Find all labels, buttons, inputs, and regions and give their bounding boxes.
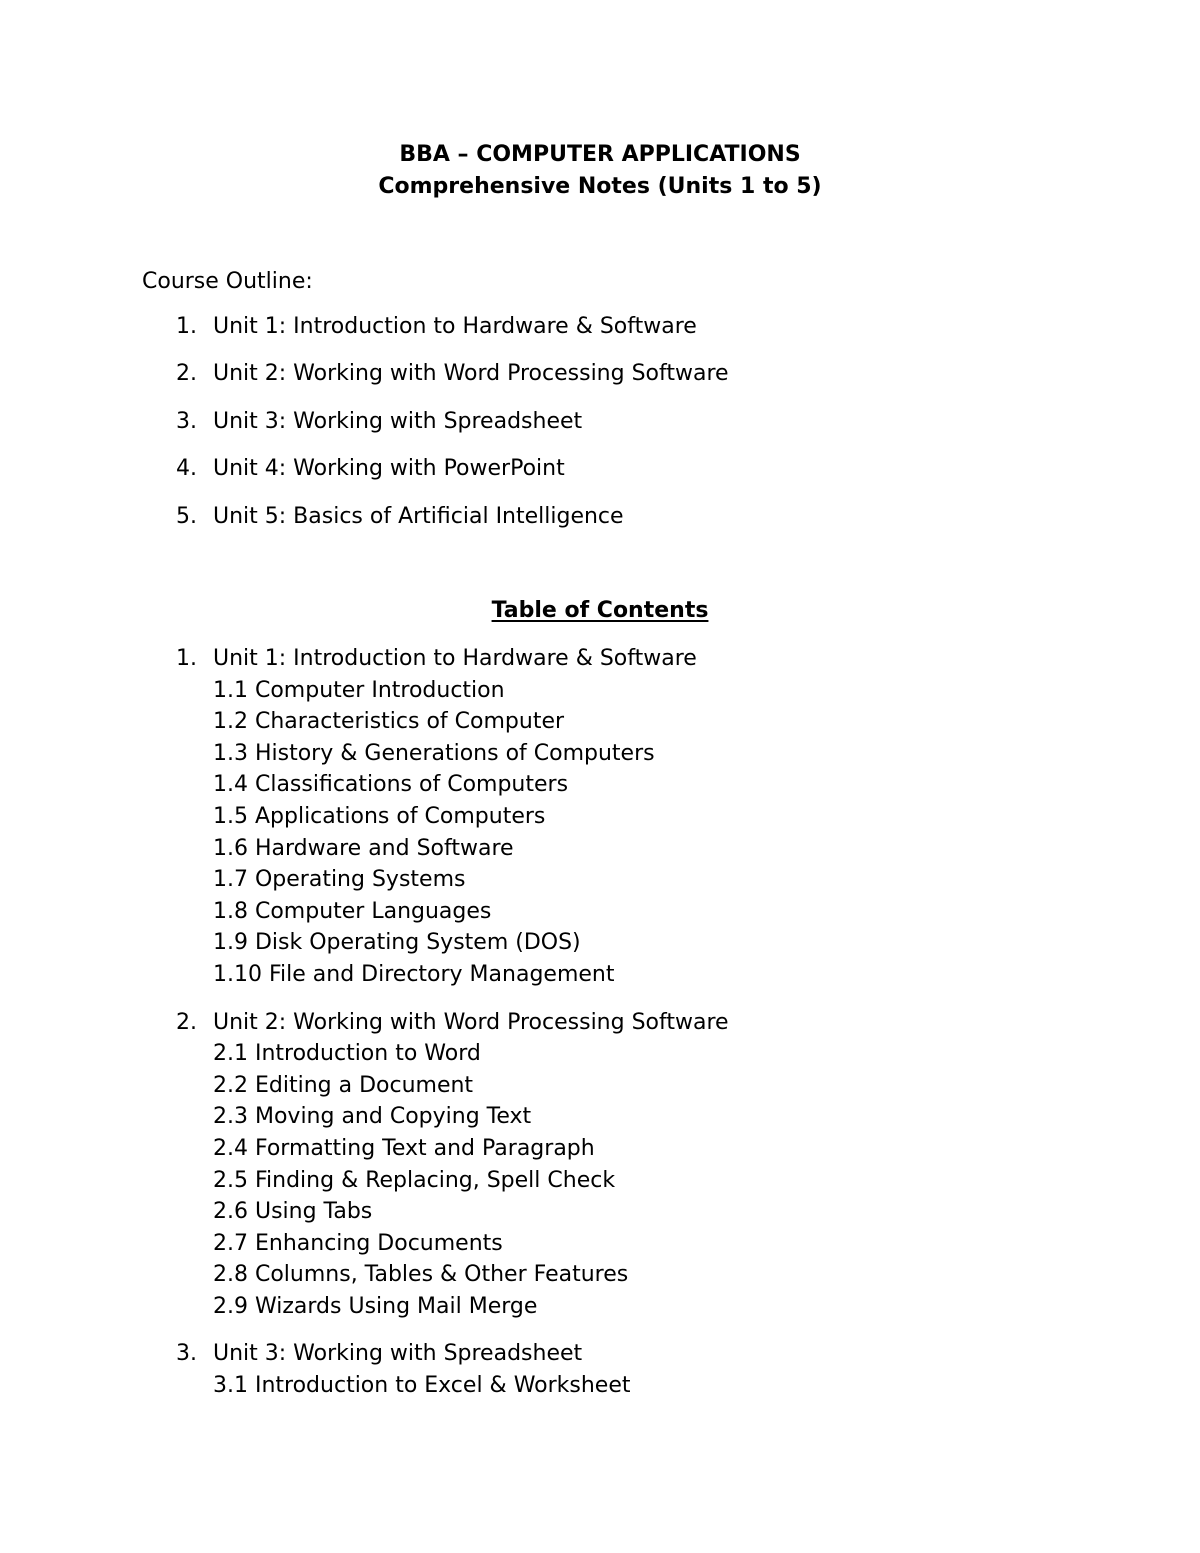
- outline-item-text: Unit 1: Introduction to Hardware & Software: [213, 314, 697, 339]
- outline-item-number: 1.: [176, 314, 197, 339]
- toc-subsection: 1.6 Hardware and Software: [213, 835, 514, 861]
- toc-unit-number: 1.: [176, 646, 197, 671]
- toc-subsection-list: [142, 1039, 1142, 1323]
- toc-unit-2: [142, 1008, 1142, 1324]
- outline-item-text: Unit 3: Working with Spreadsheet: [213, 408, 583, 434]
- toc-subsection: 2.9 Wizards Using Mail Merge: [213, 1293, 538, 1319]
- toc-subsection: 1.7 Operating Systems: [213, 867, 466, 893]
- toc-heading-text: Table of Contents: [491, 598, 709, 623]
- toc-subsection: 2.8 Columns, Tables & Other Features: [213, 1262, 629, 1288]
- document-subtitle: Comprehensive Notes (Units 1 to 5): [378, 174, 822, 199]
- toc-subsection: 3.1 Introduction to Excel & Worksheet: [213, 1373, 631, 1399]
- toc-unit-heading: [142, 1339, 1142, 1371]
- toc-subsection: 1.10 File and Directory Management: [213, 961, 615, 987]
- toc-subsection: 2.7 Enhancing Documents: [213, 1230, 503, 1256]
- outline-item-number: 2.: [176, 361, 197, 387]
- toc-subsection: 1.2 Characteristics of Computer: [213, 709, 565, 735]
- toc-subsection: 1.1 Computer Introduction: [213, 677, 505, 703]
- outline-item-number: 4.: [176, 456, 197, 482]
- document-title: BBA – COMPUTER APPLICATIONS: [399, 142, 801, 167]
- outline-item-number: 5.: [176, 503, 197, 529]
- toc-subsection: 2.3 Moving and Copying Text: [213, 1104, 532, 1130]
- course-outline-label: Course Outline:: [142, 269, 313, 294]
- outline-item-text: Unit 5: Basics of Artificial Intelligence: [213, 503, 624, 529]
- toc-subsection: 2.2 Editing a Document: [213, 1072, 474, 1098]
- toc-subsection: 1.9 Disk Operating System (DOS): [213, 930, 581, 956]
- outline-item-number: 3.: [176, 408, 197, 434]
- toc-subsection: 1.5 Applications of Computers: [213, 803, 546, 829]
- toc-subsection: 1.3 History & Generations of Computers: [213, 740, 655, 766]
- table-of-contents-heading: [0, 596, 1200, 626]
- toc-unit-1: [142, 644, 1142, 992]
- toc-unit-heading: [142, 644, 1142, 676]
- table-of-contents: [142, 644, 1142, 1419]
- outline-item-text: Unit 2: Working with Word Processing Software: [213, 361, 729, 387]
- toc-unit-title: Unit 3: Working with Spreadsheet: [213, 1341, 583, 1367]
- toc-unit-title: Unit 1: Introduction to Hardware & Software: [213, 646, 697, 671]
- toc-subsection-list: [142, 676, 1142, 992]
- toc-unit-title: Unit 2: Working with Word Processing Software: [213, 1009, 729, 1035]
- toc-subsection: 2.5 Finding & Replacing, Spell Check: [213, 1167, 616, 1193]
- outline-item-text: Unit 4: Working with PowerPoint: [213, 456, 565, 482]
- toc-subsection: 2.1 Introduction to Word: [213, 1041, 481, 1067]
- toc-subsection: 2.4 Formatting Text and Paragraph: [213, 1135, 595, 1161]
- toc-subsection: 1.8 Computer Languages: [213, 898, 492, 924]
- toc-subsection-list: [142, 1371, 1142, 1403]
- toc-subsection: 2.6 Using Tabs: [213, 1199, 373, 1225]
- toc-unit-heading: [142, 1008, 1142, 1040]
- toc-unit-3: [142, 1339, 1142, 1402]
- toc-unit-number: 2.: [176, 1009, 197, 1035]
- toc-subsection: 1.4 Classifications of Computers: [213, 772, 569, 798]
- toc-unit-number: 3.: [176, 1341, 197, 1367]
